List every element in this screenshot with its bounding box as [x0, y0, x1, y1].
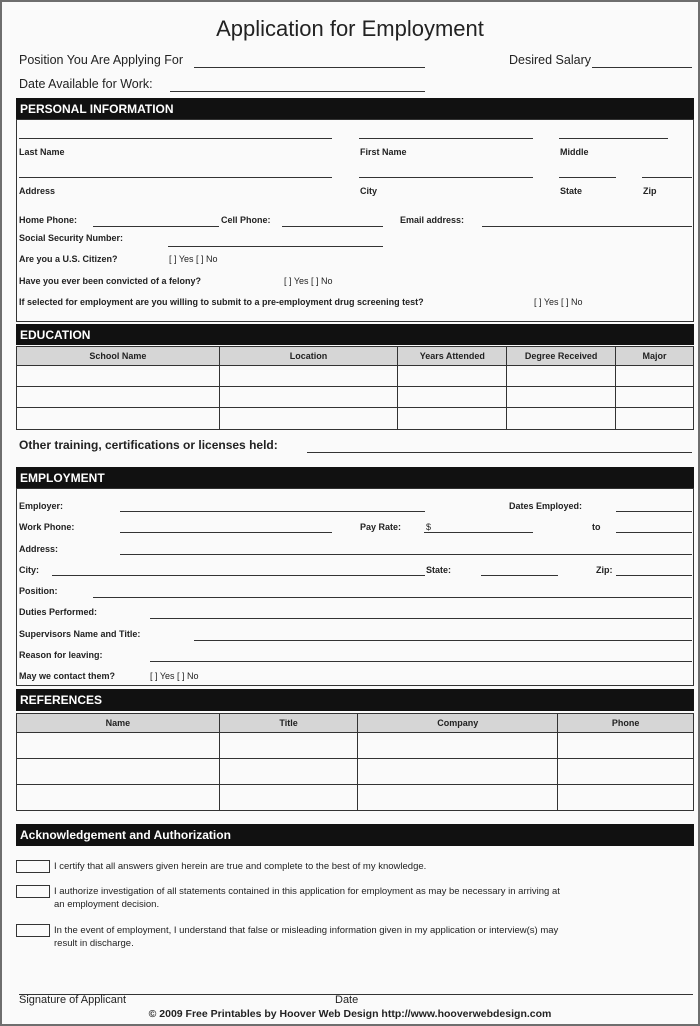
personal-info-heading	[16, 98, 694, 119]
table-cell[interactable]	[558, 759, 694, 785]
table-row	[17, 785, 694, 811]
ack-discharge-text-line2: result in discharge.	[54, 938, 134, 949]
ref-col-company: Company	[358, 714, 558, 733]
employer-zip-field[interactable]	[616, 575, 692, 576]
table-cell[interactable]	[616, 387, 694, 408]
form-title: Application for Employment	[216, 16, 484, 41]
table-cell[interactable]	[17, 387, 220, 408]
personal-info-heading-text: PERSONAL INFORMATION	[20, 101, 174, 116]
edu-col-location: Location	[219, 347, 398, 366]
signature-label: Signature of Applicant	[19, 994, 127, 1006]
date-available-field[interactable]	[170, 91, 425, 92]
position-held-field[interactable]	[93, 597, 692, 598]
table-cell[interactable]	[358, 785, 558, 811]
ack-authorize-checkbox[interactable]	[16, 885, 50, 898]
ack-discharge-text-line1: In the event of employment, I understand that false or misleading information given in my application or interview(s) may	[54, 925, 559, 936]
acknowledgement-heading-text: Acknowledgement and Authorization	[20, 828, 231, 842]
table-cell[interactable]	[558, 733, 694, 759]
date-label: Date	[335, 994, 359, 1006]
ack-discharge-checkbox[interactable]	[16, 924, 50, 937]
felony-options[interactable]: [ ] Yes [ ] No	[284, 276, 333, 286]
pay-rate-field[interactable]	[424, 532, 533, 533]
email-label: Email address:	[400, 215, 465, 225]
table-row	[17, 733, 694, 759]
table-cell[interactable]	[17, 733, 220, 759]
position-label: Position You Are Applying For	[19, 53, 184, 67]
work-phone-field[interactable]	[120, 532, 332, 533]
employment-heading	[16, 467, 694, 488]
salary-label: Desired Salary	[509, 53, 591, 67]
date-available-label: Date Available for Work:	[19, 77, 153, 91]
dates-employed-label: Dates Employed:	[509, 501, 583, 511]
salary-field[interactable]	[592, 67, 692, 68]
table-cell[interactable]	[17, 408, 220, 430]
education-table	[16, 346, 694, 430]
city-label: City	[360, 186, 378, 196]
references-heading-text: REFERENCES	[20, 693, 103, 707]
table-cell[interactable]	[219, 387, 398, 408]
contact-question: May we contact them?	[19, 671, 116, 681]
references-heading	[16, 689, 694, 711]
last-name-field[interactable]	[19, 138, 332, 139]
edu-col-degree: Degree Received	[507, 347, 616, 366]
ack-authorize-text-line2: an employment decision.	[54, 899, 160, 910]
duties-field[interactable]	[150, 618, 692, 619]
acknowledgement-heading	[16, 824, 694, 846]
education-heading-text: EDUCATION	[20, 327, 91, 342]
table-cell[interactable]	[558, 785, 694, 811]
first-name-field[interactable]	[359, 138, 533, 139]
middle-field[interactable]	[559, 138, 668, 139]
references-table	[16, 713, 694, 811]
pay-rate-to-field[interactable]	[616, 532, 692, 533]
address-label: Address	[19, 186, 56, 196]
table-cell[interactable]	[507, 366, 616, 387]
supervisor-label: Supervisors Name and Title:	[19, 629, 141, 639]
home-phone-field[interactable]	[93, 226, 219, 227]
duties-label: Duties Performed:	[19, 607, 98, 617]
ref-col-phone: Phone	[558, 714, 694, 733]
ssn-field[interactable]	[168, 246, 383, 247]
state-label: State	[560, 186, 583, 196]
table-row	[17, 759, 694, 785]
table-cell[interactable]	[398, 387, 507, 408]
footer-credit: © 2009 Free Printables by Hoover Web Design http://www.hooverwebdesign.com	[148, 1008, 552, 1020]
table-row	[17, 387, 694, 408]
employer-address-field[interactable]	[120, 554, 692, 555]
table-cell[interactable]	[616, 366, 694, 387]
state-field[interactable]	[559, 177, 616, 178]
employer-state-field[interactable]	[481, 575, 558, 576]
table-cell[interactable]	[507, 387, 616, 408]
employment-box	[16, 488, 694, 686]
education-heading	[16, 324, 694, 345]
cell-phone-label: Cell Phone:	[221, 215, 271, 225]
table-cell[interactable]	[219, 408, 398, 430]
address-field[interactable]	[19, 177, 332, 178]
table-cell[interactable]	[17, 759, 220, 785]
references-header-row	[17, 714, 694, 733]
ssn-label: Social Security Number:	[19, 233, 124, 243]
citizen-question: Are you a U.S. Citizen?	[19, 254, 118, 264]
employer-field[interactable]	[120, 511, 425, 512]
table-cell[interactable]	[219, 785, 358, 811]
table-cell[interactable]	[507, 408, 616, 430]
employer-zip-label: Zip:	[596, 565, 613, 575]
table-cell[interactable]	[219, 366, 398, 387]
ref-col-name: Name	[17, 714, 220, 733]
employer-city-label: City:	[19, 565, 39, 575]
home-phone-label: Home Phone:	[19, 215, 78, 225]
citizen-options[interactable]: [ ] Yes [ ] No	[169, 254, 218, 264]
edu-col-years: Years Attended	[398, 347, 507, 366]
employer-state-label: State:	[426, 565, 452, 575]
to-label: to	[592, 522, 601, 532]
work-phone-label: Work Phone:	[19, 522, 75, 532]
table-cell[interactable]	[616, 408, 694, 430]
pay-rate-label: Pay Rate:	[360, 522, 402, 532]
zip-field[interactable]	[642, 177, 692, 178]
ack-certify-checkbox[interactable]	[16, 860, 50, 873]
table-cell[interactable]	[219, 733, 358, 759]
ref-col-title: Title	[219, 714, 358, 733]
supervisor-field[interactable]	[194, 640, 692, 641]
middle-label: Middle	[560, 147, 589, 157]
contact-options[interactable]: [ ] Yes [ ] No	[150, 671, 199, 681]
ack-certify-text: I certify that all answers given herein are true and complete to the best of my knowledge.	[54, 861, 427, 872]
drug-test-question: If selected for employment are you willing to submit to a pre-employment drug screening test?	[19, 297, 424, 307]
employer-address-label: Address:	[19, 544, 59, 554]
position-field[interactable]	[194, 67, 425, 68]
reason-leaving-label: Reason for leaving:	[19, 650, 103, 660]
first-name-label: First Name	[360, 147, 407, 157]
employer-city-field[interactable]	[52, 575, 425, 576]
drug-test-options[interactable]: [ ] Yes [ ] No	[534, 297, 583, 307]
personal-info-box	[16, 119, 694, 322]
cell-phone-field[interactable]	[282, 226, 383, 227]
table-cell[interactable]	[358, 733, 558, 759]
other-training-label: Other training, certifications or licenses held:	[19, 438, 278, 452]
edu-col-school: School Name	[17, 347, 220, 366]
edu-col-major: Major	[616, 347, 694, 366]
dollar-sign: $	[426, 522, 432, 532]
dates-employed-field[interactable]	[616, 511, 692, 512]
employer-label: Employer:	[19, 501, 64, 511]
zip-label: Zip	[643, 186, 657, 196]
city-field[interactable]	[359, 177, 533, 178]
table-row	[17, 366, 694, 387]
table-row	[17, 408, 694, 430]
reason-leaving-field[interactable]	[150, 661, 692, 662]
last-name-label: Last Name	[19, 147, 65, 157]
employment-heading-text: EMPLOYMENT	[20, 470, 105, 485]
table-cell[interactable]	[219, 759, 358, 785]
position-held-label: Position:	[19, 586, 58, 596]
education-header-row	[17, 347, 694, 366]
felony-question: Have you ever been convicted of a felony?	[19, 276, 202, 286]
email-field[interactable]	[482, 226, 692, 227]
other-training-field[interactable]	[307, 452, 692, 453]
table-cell[interactable]	[398, 366, 507, 387]
ack-authorize-text-line1: I authorize investigation of all statements contained in this application for employment as may be necessary in arriving at	[54, 886, 560, 897]
table-cell[interactable]	[398, 408, 507, 430]
table-cell[interactable]	[17, 785, 220, 811]
table-cell[interactable]	[17, 366, 220, 387]
table-cell[interactable]	[358, 759, 558, 785]
